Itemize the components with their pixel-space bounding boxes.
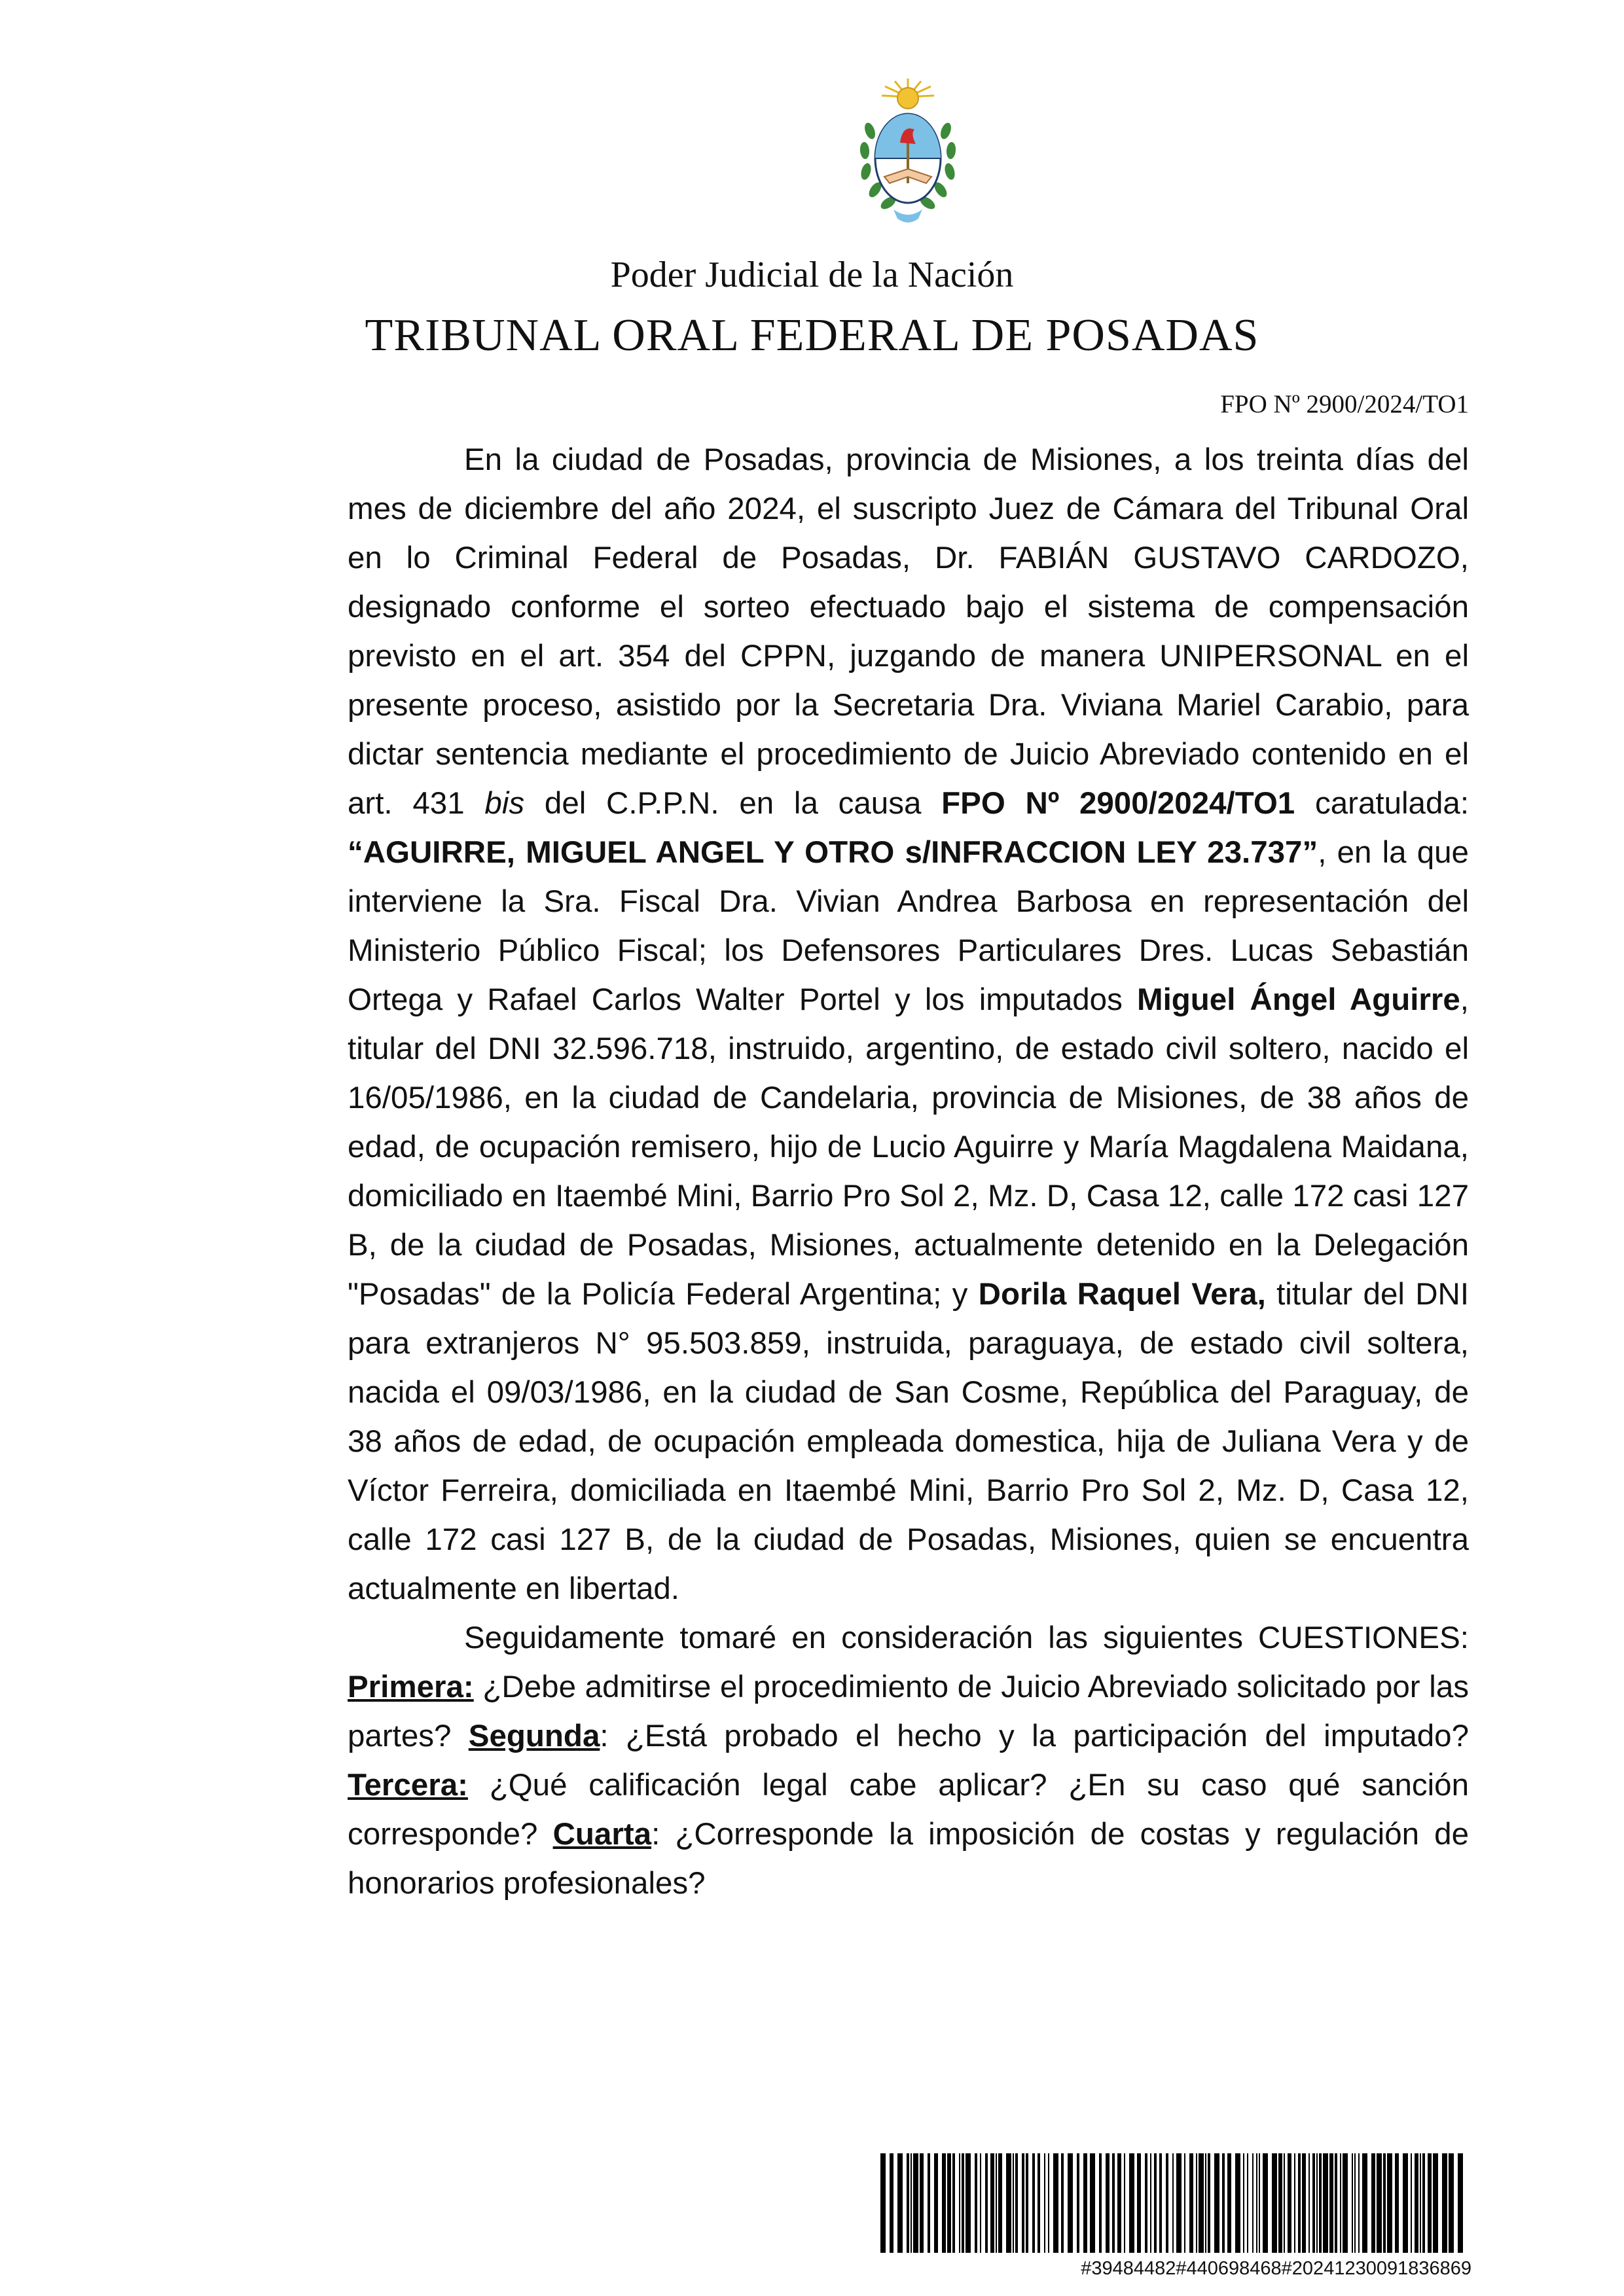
court-name: TRIBUNAL ORAL FEDERAL DE POSADAS (365, 310, 1259, 361)
barcode-bar (1433, 2153, 1438, 2253)
barcode-bar (1294, 2153, 1295, 2253)
barcode-bar (1013, 2153, 1014, 2253)
barcode-bar (1150, 2153, 1151, 2253)
barcode-bar (1077, 2153, 1079, 2253)
barcode-bar (1302, 2153, 1306, 2253)
barcode-bar (959, 2153, 960, 2253)
barcode-bar (1329, 2153, 1333, 2253)
paragraph-text: , en la que interviene la Sra. Fiscal Dra. Vivian Andrea Barbosa en representación del Ministerio Público Fiscal; los Defensores Particulares Dres. Lucas Sebastián Ortega y Rafael Carlos Walter Portel y los imputados (348, 835, 1469, 1017)
question-text-3: ¿Qué calificación legal cabe aplicar? ¿En su caso qué sanción corresponde? (348, 1768, 1469, 1852)
barcode-bar (1428, 2153, 1432, 2253)
barcode-bar (965, 2153, 971, 2253)
barcode-bar (1395, 2153, 1399, 2253)
barcode-bar (952, 2153, 955, 2253)
barcode-bar (1129, 2153, 1134, 2253)
barcode-bar (1208, 2153, 1210, 2253)
barcode-bar (1420, 2153, 1421, 2253)
paragraph-text: caratulada: (1295, 786, 1470, 821)
barcode-bar (990, 2153, 994, 2253)
barcode-bar (1112, 2153, 1115, 2253)
barcode-bar (1259, 2153, 1260, 2253)
barcode-bar (1335, 2153, 1337, 2253)
barcode-bar (907, 2153, 909, 2253)
barcode-bar (1166, 2153, 1168, 2253)
question-label-4: Cuarta (552, 1817, 652, 1852)
barcode-bar (1137, 2153, 1141, 2253)
barcode-bar (1411, 2153, 1412, 2253)
case-caption: “AGUIRRE, MIGUEL ANGEL Y OTRO s/INFRACCION LEY 23.737” (348, 835, 1318, 870)
barcode-bar (880, 2153, 886, 2253)
barcode-bar (1316, 2153, 1318, 2253)
barcode-bar (1032, 2153, 1035, 2253)
barcode-bar (1235, 2153, 1240, 2253)
barcode-bar (1117, 2153, 1121, 2253)
case-reference: FPO Nº 2900/2024/TO1 (1220, 390, 1469, 418)
question-text-1: ¿Debe admitirse el procedimiento de Juicio Abreviado solicitado por las partes? (348, 1670, 1469, 1753)
barcode-bar (1415, 2153, 1418, 2253)
barcode-bar (985, 2153, 988, 2253)
barcode-bar (1061, 2153, 1064, 2253)
barcode-bar (1263, 2153, 1268, 2253)
barcode-bar (1312, 2153, 1315, 2253)
barcode-bar (1323, 2153, 1328, 2253)
barcode-bar (1377, 2153, 1382, 2253)
barcode-bar (1362, 2153, 1367, 2253)
barcode-bar (1124, 2153, 1125, 2253)
question-label-3: Tercera: (348, 1768, 468, 1803)
barcode-bar (897, 2153, 903, 2253)
barcode-bar (1176, 2153, 1182, 2253)
barcode-bar (962, 2153, 964, 2253)
barcode-bar (1278, 2153, 1282, 2253)
barcode-bar (1199, 2153, 1204, 2253)
barcode-bar (934, 2153, 938, 2253)
question-text-2: : ¿Está probado el hecho y la participación del imputado? (600, 1719, 1469, 1753)
barcode-bar (1252, 2153, 1254, 2253)
barcode-bar (1022, 2153, 1024, 2253)
barcode-bar (1196, 2153, 1197, 2253)
barcode-bar (1256, 2153, 1257, 2253)
barcode-bar (1319, 2153, 1322, 2253)
barcode-bar (1090, 2153, 1095, 2253)
barcode-bar (1383, 2153, 1386, 2253)
barcode-bar (1068, 2153, 1073, 2253)
barcode-bar (1243, 2153, 1244, 2253)
barcode-bar (911, 2153, 912, 2253)
barcode-bar (1358, 2153, 1360, 2253)
defendant-name-1: Miguel Ángel Aguirre (1137, 982, 1460, 1017)
paragraph-text: , titular del DNI 32.596.718, instruido, argentino, de estado civil soltero, nacido el 16/05/1986, en la ciudad de Candelaria, provincia de Misiones, de 38 años de edad, de ocupación remisero, hijo de Lucio Aguirre y María Magdalena Maidana, domiciliado en Itaembé Mini, Barrio Pro Sol 2, Mz. D, Casa 12, calle 172 casi 127 B, de la ciudad de Posadas, Misiones, actualmente detenido en la Delegación "Posadas" de la Policía Federal Argentina; y (348, 982, 1469, 1312)
barcode-bar (1189, 2153, 1193, 2253)
barcode-bar (998, 2153, 1002, 2253)
barcode-bar (1006, 2153, 1011, 2253)
barcode-bar (1154, 2153, 1157, 2253)
institution-name: Poder Judicial de la Nación (610, 255, 1014, 295)
case-number: FPO Nº 2900/2024/TO1 (941, 786, 1295, 821)
opening-paragraph (348, 435, 1469, 1613)
paragraph-text: Seguidamente tomaré en consideración las siguientes CUESTIONES: (464, 1621, 1469, 1655)
barcode-bar (1099, 2153, 1102, 2253)
barcode-bar (1284, 2153, 1285, 2253)
barcode-bar (913, 2153, 918, 2253)
barcode-bar (1172, 2153, 1174, 2253)
barcode-bar (1044, 2153, 1045, 2253)
question-label-2: Segunda (468, 1719, 600, 1753)
paragraph-text: titular del DNI para extranjeros N° 95.503.859, instruida, paraguaya, de estado civil soltera, nacida el 09/03/1986, en la ciudad de San Cosme, República del Paraguay, de 38 años de edad, de ocupación empleada domestica, hija de Juliana Vera y de Víctor Ferreira, domiciliada en Itaembé Mini, Barrio Pro Sol 2, Mz. D, Casa 12, calle 172 casi 127 B, de la ciudad de Posadas, Misiones, quien se encuentra actualmente en libertad. (348, 1277, 1470, 1606)
barcode-bar (1184, 2153, 1185, 2253)
barcode-bar (1343, 2153, 1348, 2253)
barcode-bar (996, 2153, 997, 2253)
barcode-bar (1442, 2153, 1447, 2253)
barcode-bar (1159, 2153, 1162, 2253)
barcode-bar (1371, 2153, 1375, 2253)
barcode-bar (1106, 2153, 1110, 2253)
barcode-bar (890, 2153, 893, 2253)
barcode-bar (1053, 2153, 1058, 2253)
barcode-bar (1403, 2153, 1408, 2253)
barcode-bar (1340, 2153, 1341, 2253)
barcode-bar (1272, 2153, 1277, 2253)
barcode-bar (975, 2153, 977, 2253)
barcode-bar (1298, 2153, 1301, 2253)
barcode-bar (928, 2153, 930, 2253)
barcode-bar (1015, 2153, 1018, 2253)
barcode-bar (1288, 2153, 1291, 2253)
barcode-bar (1422, 2153, 1425, 2253)
questions-paragraph (348, 1613, 1469, 1908)
barcode-code: #39484482#440698468#20241230091836869 (1081, 2258, 1471, 2279)
barcode-bar (1387, 2153, 1392, 2253)
question-label-1: Primera: (348, 1670, 474, 1704)
barcode-bar (947, 2153, 951, 2253)
barcode-bar (1214, 2153, 1219, 2253)
barcode-bar (1354, 2153, 1356, 2253)
barcode-bar (1227, 2153, 1231, 2253)
defendant-name-2: Dorila Raquel Vera, (978, 1277, 1266, 1312)
barcode-bar (1352, 2153, 1353, 2253)
argentine-coat-of-arms-icon (856, 79, 960, 232)
barcode-bar (1145, 2153, 1147, 2253)
barcode-bar (920, 2153, 924, 2253)
barcode-image (879, 2153, 1471, 2253)
barcode-bar (980, 2153, 981, 2253)
barcode-bar (1449, 2153, 1454, 2253)
paragraph-text: En la ciudad de Posadas, provincia de Misiones, a los treinta días del mes de diciembre del año 2024, el suscripto Juez de Cámara del Tribunal Oral en lo Criminal Federal de Posadas, Dr. FABIÁN GUSTAVO CARDOZO, designado conforme el sorteo efectuado bajo el sistema de compensación previsto en el art. 354 del CPPN, juzgando de manera UNIPERSONAL en el presente proceso, asistido por la Secretaria Dra. Viviana Mariel Carabio, para dictar sentencia mediante el procedimiento de Juicio Abreviado contenido en el art. 431 (348, 442, 1469, 821)
question-text-4: : ¿Corresponde la imposición de costas y regulación de honorarios profesionales? (348, 1817, 1469, 1901)
barcode-bar (1048, 2153, 1049, 2253)
barcode-bar (942, 2153, 946, 2253)
barcode-bar (1083, 2153, 1087, 2253)
italic-term: bis (484, 786, 525, 821)
barcode-bar (1308, 2153, 1310, 2253)
barcode-bar (1222, 2153, 1225, 2253)
barcode-bar (1205, 2153, 1206, 2253)
paragraph-text: del C.P.P.N. en la causa (524, 786, 942, 821)
barcode-bar (1458, 2153, 1463, 2253)
barcode-bar (1038, 2153, 1040, 2253)
barcode-bar (1026, 2153, 1028, 2253)
document-body (348, 435, 1469, 1908)
barcode-bar (1247, 2153, 1248, 2253)
